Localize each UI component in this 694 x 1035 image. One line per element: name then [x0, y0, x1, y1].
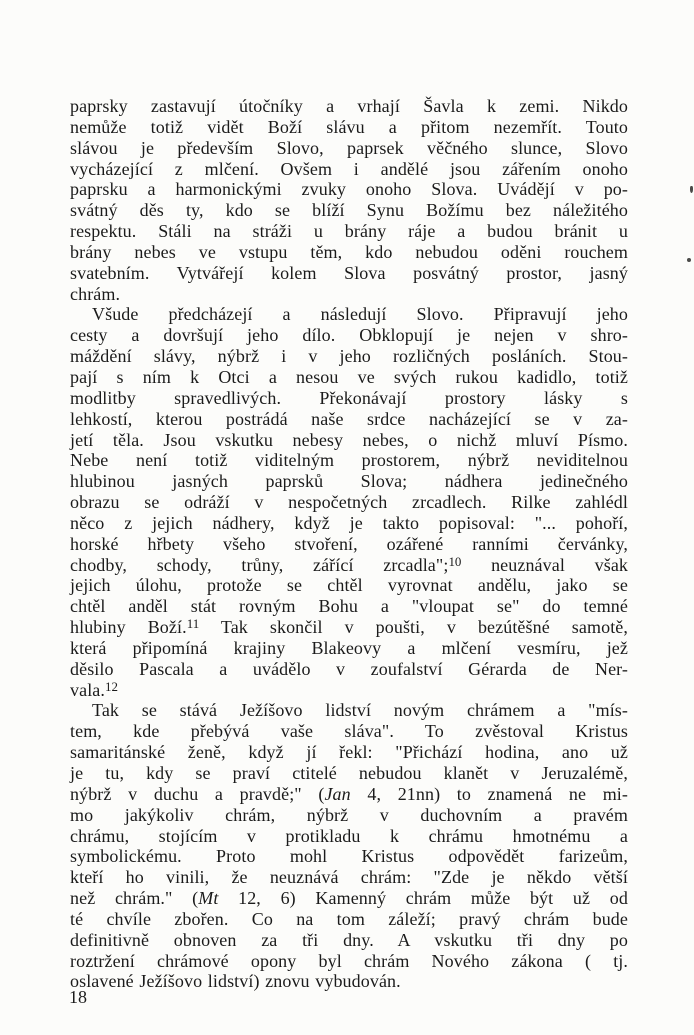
- text-line: Nebe není totiž viditelným prostorem, nýbrž neviditelnou: [70, 450, 628, 471]
- text-line: chodby, schody, trůny, zářící zrcadla";$^{10}$ neuznával však: [70, 553, 629, 575]
- text-line: která připomíná krajiny Blakeovy a mlčení vesmíru, jež: [70, 637, 628, 658]
- text-line: brány nebes ve vstupu těm, kdo nebudou oděni rouchem: [70, 241, 628, 262]
- text-line: nýbrž v duchu a pravdě;" (Jan 4, 21nn) to znamená ne mi-: [70, 783, 628, 804]
- text-line: cesty a dovršují jeho dílo. Obklopují je nejen v shro-: [70, 325, 628, 346]
- text-line: Tak se stává Ježíšovo lidství novým chrámem a "mís-: [92, 700, 628, 721]
- text-line: roztržení chrámové opony byl chrám Nového zákona ( tj.: [70, 950, 628, 971]
- text-line: oslavené Ježíšovo lidství) znovu vybudován.: [70, 971, 401, 992]
- text-line: hlubiny Boží.$^{11}$ Tak skončil v poušti, v bezútěšné samotě,: [70, 616, 628, 638]
- text-line: děsilo Pascala a uvádělo v zoufalství Gérarda de Ner-: [70, 658, 628, 679]
- text-line: horské hřbety všeho stvoření, ozářené ranními červánky,: [70, 533, 628, 554]
- text-line: je tu, kdy se praví ctitelé nebudou klanět v Jeruzalémě,: [70, 763, 628, 783]
- text-line: nemůže totiž vidět Boží slávu a přitom nezemřít. Touto: [70, 116, 628, 137]
- text-line: paprsky zastavují útočníky a vrhají Šavla k zemi. Nikdo: [70, 96, 628, 116]
- text-line: hlubinou jasných paprsků Slova; nádhera jedinečného: [70, 471, 628, 492]
- text-line: svatebním. Vytvářejí kolem Slova posvátný prostor, jasný: [70, 262, 628, 283]
- text-line: chtěl anděl stát rovným Bohu a "vloupat se" do temné: [70, 596, 628, 617]
- paragraph: [70, 96, 628, 304]
- page-text: [70, 96, 628, 992]
- text-line: modlitby spravedlivých. Překonávají prostory lásky s: [70, 387, 628, 408]
- text-line: té chvíle zbořen. Co na tom záleží; pravý chrám bude: [70, 908, 628, 929]
- text-line: Všude předcházejí a následují Slovo. Připravují jeho: [92, 304, 628, 325]
- text-line: symbolickému. Proto mohl Kristus odpovědět farizeům,: [70, 846, 628, 867]
- text-line: lehkostí, kterou postrádá naše srdce nacházející se v za-: [70, 408, 628, 429]
- text-line: svátný děs ty, kdo se blíží Synu Božímu bez náležitého: [70, 200, 628, 221]
- text-line: definitivně obnoven za tři dny. A vskutku tři dny po: [70, 929, 628, 950]
- text-line: slávou je především Slovo, paprsek věčného slunce, Slovo: [70, 137, 628, 158]
- text-line: mo jakýkoliv chrám, nýbrž v duchovním a pravém: [70, 804, 628, 825]
- text-line: pají s ním k Otci a nesou ve svých rukou kadidlo, totiž: [70, 366, 628, 387]
- text-line: kteří ho vinili, že neuznává chrám: "Zde je někdo větší: [70, 867, 628, 888]
- text-line: chrámu, stojícím v protikladu k chrámu hmotnému a: [70, 825, 628, 846]
- text-line: jejich úlohu, protože se chtěl vyrovnat andělu, jako se: [70, 575, 628, 596]
- text-line: respektu. Stáli na stráži u brány ráje a budou bránit u: [70, 221, 628, 242]
- text-line: paprsku a harmonickými zvuky onoho Slova. Uvádějí v po-: [70, 179, 628, 200]
- text-line: jetí těla. Jsou vskutku nebesy nebes, o nichž mluví Písmo.: [70, 429, 628, 450]
- page-number: 18: [69, 987, 87, 1007]
- text-line: něco z jejich nádhery, když je takto popisoval: "... pohoří,: [70, 512, 628, 533]
- ink-speck: [690, 186, 693, 193]
- text-line: chrám.: [70, 283, 121, 304]
- text-line: obrazu se odráží v nespočetných zrcadlech. Rilke zahlédl: [70, 492, 628, 513]
- text-line: vycházející z mlčení. Ovšem i andělé jsou zářením onoho: [70, 158, 628, 179]
- paragraph: [70, 304, 628, 700]
- text-line: máždění slávy, nýbrž i v jeho rozličných posláních. Stou-: [70, 346, 628, 367]
- text-line: samaritánské ženě, když jí řekl: "Přichází hodina, ano už: [70, 742, 628, 763]
- text-line: než chrám." (Mt 12, 6) Kamenný chrám může být už od: [70, 888, 628, 909]
- text-line: tem, kde přebývá vaše sláva". To zvěstoval Kristus: [70, 721, 628, 742]
- ink-speck: [687, 258, 691, 262]
- text-line: vala.$^{12}$: [70, 678, 118, 700]
- paragraph: [70, 700, 628, 992]
